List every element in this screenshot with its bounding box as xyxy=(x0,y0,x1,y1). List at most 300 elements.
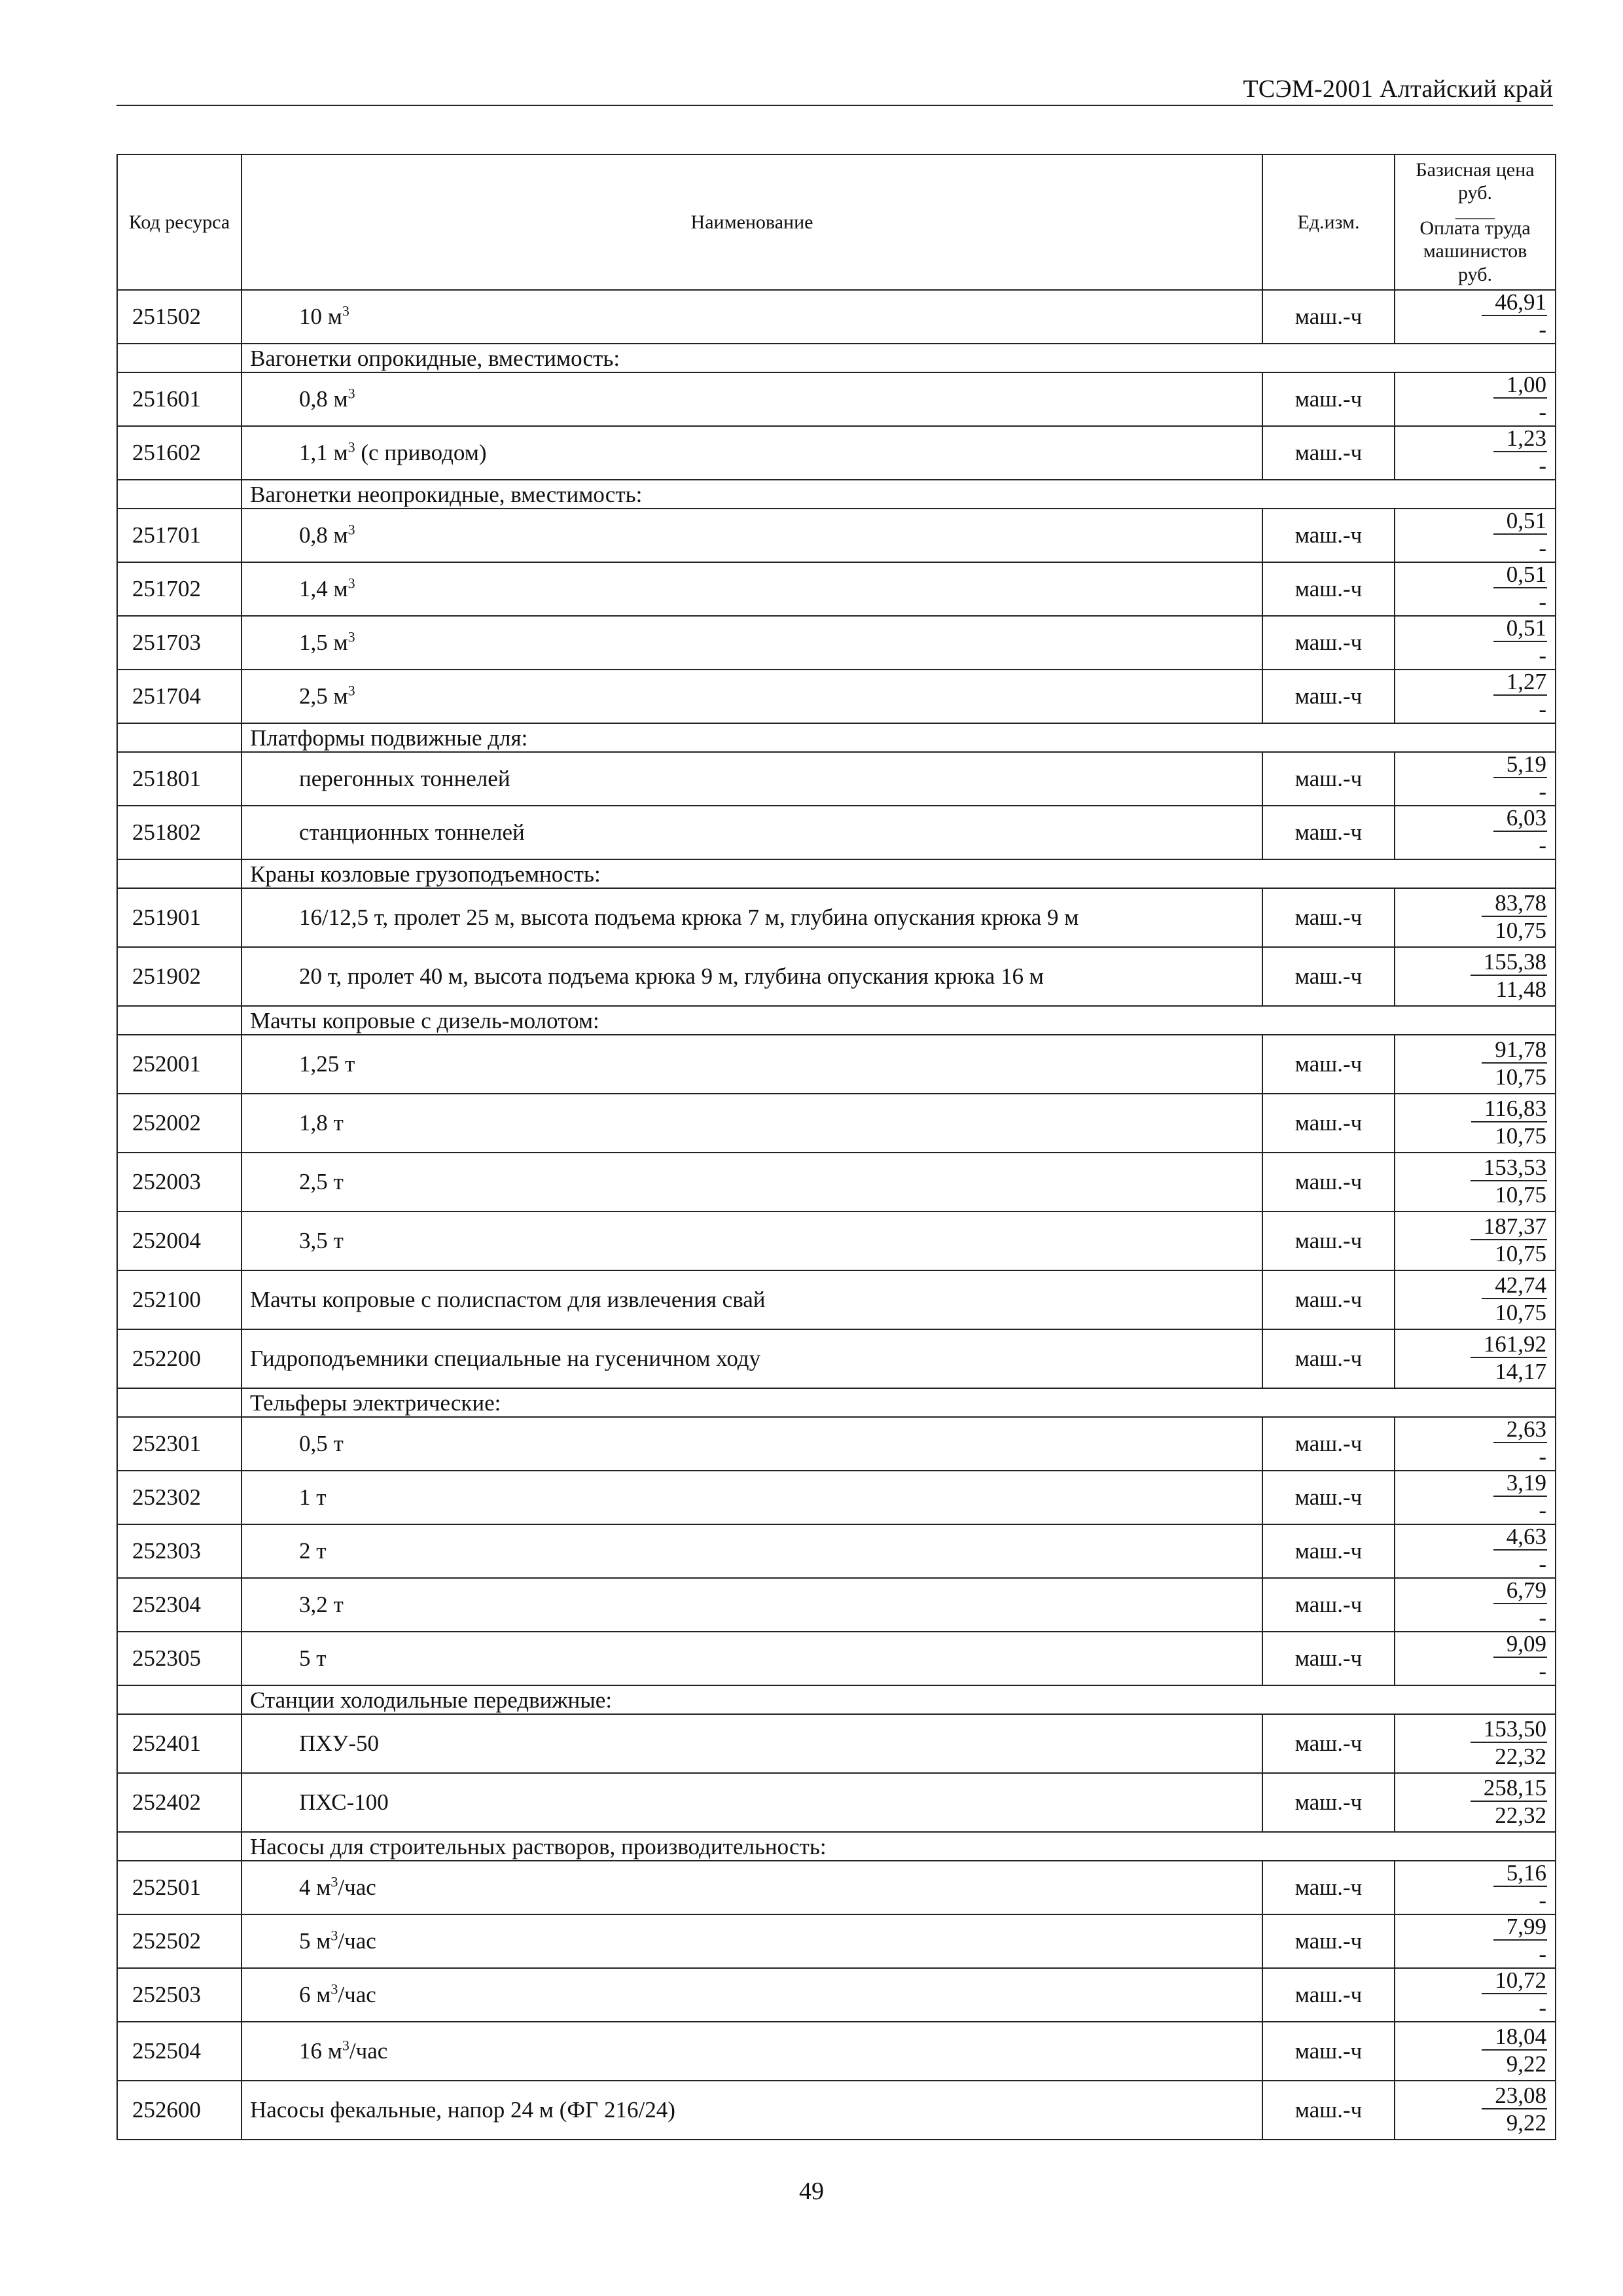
unit-of-measure: маш.-ч xyxy=(1262,1578,1395,1632)
price-fraction xyxy=(1482,291,1547,341)
price-cell xyxy=(1395,562,1556,616)
group-code-cell xyxy=(117,1388,241,1417)
resource-name-suffix: /час xyxy=(349,2038,388,2064)
resource-name: 0,5 т xyxy=(299,1431,344,1456)
resource-name-cell xyxy=(241,1417,1262,1471)
table-row xyxy=(117,290,1556,344)
group-title: Мачты копровые с дизель-молотом: xyxy=(241,1006,1556,1035)
resource-name: 1,8 т xyxy=(299,1110,344,1136)
base-price: 155,38 xyxy=(1471,950,1547,976)
column-header-code: Код ресурса xyxy=(117,154,241,290)
group-row xyxy=(117,1006,1556,1035)
base-price: 23,08 xyxy=(1482,2084,1547,2109)
unit-of-measure: маш.-ч xyxy=(1262,1632,1395,1685)
base-price: 7,99 xyxy=(1493,1915,1547,1941)
base-price: 258,15 xyxy=(1471,1776,1547,1802)
resource-name: 0,8 м xyxy=(299,522,348,548)
unit-of-measure: маш.-ч xyxy=(1262,2081,1395,2140)
page-number: 49 xyxy=(799,2178,824,2205)
resource-name-cell xyxy=(241,290,1262,344)
base-price: 1,23 xyxy=(1493,427,1547,452)
operator-wage: - xyxy=(1539,1444,1546,1469)
resource-name: 6 м xyxy=(299,1982,331,2007)
base-price: 153,53 xyxy=(1471,1156,1547,1181)
price-fraction xyxy=(1493,1632,1547,1683)
group-title: Платформы подвижные для: xyxy=(241,723,1556,752)
resource-code: 252302 xyxy=(117,1471,241,1524)
group-row xyxy=(117,480,1556,509)
price-fraction xyxy=(1471,1776,1547,1827)
price-fraction xyxy=(1471,1156,1547,1206)
price-cell xyxy=(1395,1035,1556,1094)
unit-exponent: 3 xyxy=(348,521,355,538)
group-title: Краны козловые грузоподъемность: xyxy=(241,859,1556,888)
operator-wage: - xyxy=(1539,1888,1546,1913)
operator-wage: - xyxy=(1539,833,1546,858)
resource-name: станционных тоннелей xyxy=(299,819,525,845)
operator-wage: - xyxy=(1539,779,1546,804)
price-cell xyxy=(1395,1632,1556,1685)
price-fraction xyxy=(1493,1471,1547,1522)
price-cell xyxy=(1395,752,1556,806)
operator-wage: - xyxy=(1539,317,1546,342)
resource-code: 252501 xyxy=(117,1861,241,1914)
resource-name-cell xyxy=(241,806,1262,859)
base-price: 1,27 xyxy=(1493,670,1547,696)
price-cell xyxy=(1395,509,1556,562)
unit-exponent: 3 xyxy=(348,628,355,645)
price-cell xyxy=(1395,2022,1556,2081)
resource-name-cell xyxy=(241,1270,1262,1329)
table-row xyxy=(117,1714,1556,1773)
resource-name-cell xyxy=(241,1773,1262,1832)
price-cell xyxy=(1395,670,1556,723)
resource-name-cell xyxy=(241,752,1262,806)
price-cell xyxy=(1395,1524,1556,1578)
group-row xyxy=(117,1685,1556,1714)
operator-wage: - xyxy=(1539,1498,1546,1523)
resource-name-cell xyxy=(241,1035,1262,1094)
resource-name-cell xyxy=(241,426,1262,480)
price-cell xyxy=(1395,290,1556,344)
resource-name-cell xyxy=(241,562,1262,616)
unit-of-measure: маш.-ч xyxy=(1262,1211,1395,1270)
table-row xyxy=(117,1968,1556,2022)
resource-name-cell xyxy=(241,1968,1262,2022)
group-code-cell xyxy=(117,1685,241,1714)
operator-wage: - xyxy=(1539,399,1546,425)
resource-code: 251702 xyxy=(117,562,241,616)
group-title: Вагонетки опрокидные, вместимость: xyxy=(241,344,1556,372)
base-price: 161,92 xyxy=(1471,1333,1547,1358)
price-fraction xyxy=(1482,1274,1547,1324)
column-header-price-labor: Оплата труда машинистов руб. xyxy=(1419,217,1531,285)
resource-code: 251601 xyxy=(117,372,241,426)
price-fraction xyxy=(1493,1861,1547,1912)
unit-of-measure: маш.-ч xyxy=(1262,888,1395,947)
table-row xyxy=(117,372,1556,426)
price-fraction xyxy=(1493,753,1547,803)
resource-price-table xyxy=(116,154,1556,2140)
operator-wage: - xyxy=(1539,1551,1546,1577)
base-price: 187,37 xyxy=(1471,1215,1547,1240)
unit-of-measure: маш.-ч xyxy=(1262,1968,1395,2022)
group-code-cell xyxy=(117,480,241,509)
column-header-name: Наименование xyxy=(241,154,1262,290)
resource-name: Насосы фекальные, напор 24 м (ФГ 216/24) xyxy=(250,2097,675,2123)
operator-wage: 14,17 xyxy=(1495,1359,1546,1384)
resource-name: 3,5 т xyxy=(299,1228,344,1253)
group-title: Станции холодильные передвижные: xyxy=(241,1685,1556,1714)
resource-code: 252503 xyxy=(117,1968,241,2022)
table-row xyxy=(117,1270,1556,1329)
operator-wage: - xyxy=(1539,1995,1546,2020)
group-row xyxy=(117,859,1556,888)
operator-wage: 11,48 xyxy=(1495,977,1546,1002)
resource-name-cell xyxy=(241,1914,1262,1968)
table-row xyxy=(117,1861,1556,1914)
operator-wage: 10,75 xyxy=(1495,1064,1546,1090)
price-cell xyxy=(1395,947,1556,1006)
price-cell xyxy=(1395,1968,1556,2022)
unit-of-measure: маш.-ч xyxy=(1262,616,1395,670)
resource-code: 252402 xyxy=(117,1773,241,1832)
resource-code: 251704 xyxy=(117,670,241,723)
base-price: 9,09 xyxy=(1493,1632,1547,1658)
base-price: 2,63 xyxy=(1493,1418,1547,1443)
base-price: 3,19 xyxy=(1493,1471,1547,1497)
price-fraction xyxy=(1482,1038,1547,1088)
price-fraction xyxy=(1493,1915,1547,1965)
resource-code: 252004 xyxy=(117,1211,241,1270)
operator-wage: - xyxy=(1539,453,1546,478)
unit-of-measure: маш.-ч xyxy=(1262,426,1395,480)
resource-code: 251701 xyxy=(117,509,241,562)
unit-of-measure: маш.-ч xyxy=(1262,670,1395,723)
resource-code: 252401 xyxy=(117,1714,241,1773)
group-title: Насосы для строительных растворов, производительность: xyxy=(241,1832,1556,1861)
base-price: 5,16 xyxy=(1493,1861,1547,1887)
price-cell xyxy=(1395,1153,1556,1211)
resource-name: 16 м xyxy=(299,2038,342,2064)
unit-of-measure: маш.-ч xyxy=(1262,562,1395,616)
operator-wage: - xyxy=(1539,643,1546,668)
resource-code: 252600 xyxy=(117,2081,241,2140)
unit-exponent: 3 xyxy=(342,2037,349,2054)
table-row xyxy=(117,1632,1556,1685)
unit-of-measure: маш.-ч xyxy=(1262,1524,1395,1578)
price-cell xyxy=(1395,1211,1556,1270)
operator-wage: - xyxy=(1539,1941,1546,1967)
resource-name: 2 т xyxy=(299,1538,327,1564)
price-fraction xyxy=(1482,2084,1547,2134)
resource-name: 1,5 м xyxy=(299,630,348,655)
price-cell xyxy=(1395,1094,1556,1153)
table-row xyxy=(117,1211,1556,1270)
resource-name: 1,4 м xyxy=(299,576,348,601)
resource-name: 16/12,5 т, пролет 25 м, высота подъема крюка 7 м, глубина опускания крюка 9 м xyxy=(299,905,1079,930)
price-cell xyxy=(1395,1861,1556,1914)
resource-name-suffix: (с приводом) xyxy=(355,440,487,465)
table-row xyxy=(117,2081,1556,2140)
resource-code: 252303 xyxy=(117,1524,241,1578)
group-row xyxy=(117,1388,1556,1417)
resource-code: 252200 xyxy=(117,1329,241,1388)
resource-name-cell xyxy=(241,1211,1262,1270)
operator-wage: 10,75 xyxy=(1495,1300,1546,1325)
resource-name: 2,5 м xyxy=(299,683,348,709)
operator-wage: - xyxy=(1539,535,1546,561)
resource-code: 252305 xyxy=(117,1632,241,1685)
unit-of-measure: маш.-ч xyxy=(1262,1773,1395,1832)
resource-name: 20 т, пролет 40 м, высота подъема крюка 9 м, глубина опускания крюка 16 м xyxy=(299,963,1044,989)
resource-name-cell xyxy=(241,1632,1262,1685)
price-cell xyxy=(1395,888,1556,947)
unit-exponent: 3 xyxy=(330,1981,338,1998)
resource-name-cell xyxy=(241,509,1262,562)
group-row xyxy=(117,723,1556,752)
unit-exponent: 3 xyxy=(348,682,355,699)
resource-name-cell xyxy=(241,1524,1262,1578)
group-code-cell xyxy=(117,344,241,372)
resource-name-cell xyxy=(241,1714,1262,1773)
resource-name-cell xyxy=(241,1153,1262,1211)
unit-exponent: 3 xyxy=(342,302,349,319)
price-fraction xyxy=(1471,950,1547,1001)
resource-code: 252003 xyxy=(117,1153,241,1211)
base-price: 91,78 xyxy=(1482,1038,1547,1064)
unit-of-measure: маш.-ч xyxy=(1262,1035,1395,1094)
operator-wage: 22,32 xyxy=(1495,1803,1546,1828)
price-cell xyxy=(1395,1270,1556,1329)
table-row xyxy=(117,1094,1556,1153)
resource-code: 252304 xyxy=(117,1578,241,1632)
resource-name-suffix: /час xyxy=(338,1928,376,1954)
unit-of-measure: маш.-ч xyxy=(1262,290,1395,344)
base-price: 18,04 xyxy=(1482,2025,1547,2051)
column-header-price-base: Базисная цена руб. xyxy=(1416,159,1535,204)
resource-name-cell xyxy=(241,2081,1262,2140)
operator-wage: - xyxy=(1539,1659,1546,1684)
base-price: 116,83 xyxy=(1471,1097,1547,1122)
operator-wage: - xyxy=(1539,1605,1546,1630)
base-price: 0,51 xyxy=(1493,617,1547,642)
resource-name: 0,8 м xyxy=(299,386,348,412)
price-cell xyxy=(1395,1578,1556,1632)
table-row xyxy=(117,426,1556,480)
price-fraction xyxy=(1493,1579,1547,1629)
table-row xyxy=(117,1417,1556,1471)
resource-code: 251802 xyxy=(117,806,241,859)
resource-code: 251801 xyxy=(117,752,241,806)
group-title: Вагонетки неопрокидные, вместимость: xyxy=(241,480,1556,509)
resource-name: 10 м xyxy=(299,304,342,329)
unit-of-measure: маш.-ч xyxy=(1262,1861,1395,1914)
table-row xyxy=(117,1153,1556,1211)
group-code-cell xyxy=(117,723,241,752)
unit-exponent: 3 xyxy=(330,1873,338,1890)
table-row xyxy=(117,1578,1556,1632)
price-fraction xyxy=(1493,806,1547,857)
operator-wage: 10,75 xyxy=(1495,1182,1546,1208)
resource-name-cell xyxy=(241,1471,1262,1524)
resource-name-cell xyxy=(241,2022,1262,2081)
price-cell xyxy=(1395,1714,1556,1773)
unit-of-measure: маш.-ч xyxy=(1262,372,1395,426)
table-row xyxy=(117,1329,1556,1388)
resource-code: 252301 xyxy=(117,1417,241,1471)
table-row xyxy=(117,1035,1556,1094)
unit-exponent: 3 xyxy=(348,575,355,592)
resource-code: 251902 xyxy=(117,947,241,1006)
base-price: 6,03 xyxy=(1493,806,1547,832)
price-cell xyxy=(1395,1417,1556,1471)
page-header xyxy=(116,71,1553,106)
resource-name-cell xyxy=(241,1329,1262,1388)
table-row xyxy=(117,1524,1556,1578)
operator-wage: 10,75 xyxy=(1495,918,1546,943)
operator-wage: 22,32 xyxy=(1495,1744,1546,1769)
resource-name: 1,1 м xyxy=(299,440,348,465)
resource-name-suffix: /час xyxy=(338,1982,376,2007)
price-fraction xyxy=(1471,1333,1547,1383)
resource-name: ПХУ-50 xyxy=(299,1731,379,1756)
resource-name: 4 м xyxy=(299,1874,331,1900)
resource-name: 5 т xyxy=(299,1645,327,1671)
group-code-cell xyxy=(117,1006,241,1035)
resource-code: 252502 xyxy=(117,1914,241,1968)
table-row xyxy=(117,752,1556,806)
unit-of-measure: маш.-ч xyxy=(1262,752,1395,806)
resource-name: Гидроподъемники специальные на гусеничном ходу xyxy=(250,1346,761,1371)
resource-name-cell xyxy=(241,616,1262,670)
table-row xyxy=(117,2022,1556,2081)
price-fraction xyxy=(1482,1969,1547,2019)
unit-of-measure: маш.-ч xyxy=(1262,1270,1395,1329)
resource-name-cell xyxy=(241,1578,1262,1632)
price-cell xyxy=(1395,616,1556,670)
base-price: 5,19 xyxy=(1493,753,1547,778)
base-price: 0,51 xyxy=(1493,563,1547,588)
resource-name: 5 м xyxy=(299,1928,331,1954)
price-fraction xyxy=(1493,617,1547,667)
unit-of-measure: маш.-ч xyxy=(1262,1329,1395,1388)
unit-exponent: 3 xyxy=(330,1927,338,1944)
base-price: 6,79 xyxy=(1493,1579,1547,1604)
table-header-row xyxy=(117,154,1556,290)
price-cell xyxy=(1395,426,1556,480)
price-fraction xyxy=(1493,670,1547,721)
resource-name: перегонных тоннелей xyxy=(299,766,510,791)
unit-of-measure: маш.-ч xyxy=(1262,1417,1395,1471)
group-title: Тельферы электрические: xyxy=(241,1388,1556,1417)
resource-name: 3,2 т xyxy=(299,1592,344,1617)
column-header-price xyxy=(1395,154,1556,290)
price-fraction xyxy=(1493,427,1547,477)
unit-exponent: 3 xyxy=(348,439,355,456)
table-body xyxy=(117,290,1556,2140)
resource-name-cell xyxy=(241,947,1262,1006)
resource-name: 2,5 т xyxy=(299,1169,344,1194)
resource-name-suffix: /час xyxy=(338,1874,376,1900)
table-row xyxy=(117,1914,1556,1968)
price-fraction xyxy=(1471,1717,1547,1768)
operator-wage: 9,22 xyxy=(1506,2110,1546,2136)
resource-name-cell xyxy=(241,372,1262,426)
operator-wage: - xyxy=(1539,589,1546,615)
resource-name: ПХС-100 xyxy=(299,1789,389,1815)
base-price: 46,91 xyxy=(1482,291,1547,316)
unit-of-measure: маш.-ч xyxy=(1262,1153,1395,1211)
unit-of-measure: маш.-ч xyxy=(1262,509,1395,562)
price-cell xyxy=(1395,372,1556,426)
unit-of-measure: маш.-ч xyxy=(1262,947,1395,1006)
table-row xyxy=(117,562,1556,616)
group-row xyxy=(117,1832,1556,1861)
resource-name-cell xyxy=(241,670,1262,723)
column-header-price-separator: ____ xyxy=(1455,199,1495,221)
header-title: ТСЭМ-2001 Алтайский край xyxy=(1243,75,1553,103)
resource-code: 251502 xyxy=(117,290,241,344)
column-header-unit: Ед.изм. xyxy=(1262,154,1395,290)
resource-name: Мачты копровые с полиспастом для извлечения свай xyxy=(250,1287,766,1312)
group-code-cell xyxy=(117,1832,241,1861)
price-cell xyxy=(1395,1329,1556,1388)
table-row xyxy=(117,947,1556,1006)
price-fraction xyxy=(1471,1215,1547,1265)
table-row xyxy=(117,1773,1556,1832)
price-cell xyxy=(1395,1773,1556,1832)
table-row xyxy=(117,670,1556,723)
base-price: 0,51 xyxy=(1493,509,1547,535)
resource-name-cell xyxy=(241,1861,1262,1914)
resource-name-cell xyxy=(241,888,1262,947)
unit-of-measure: маш.-ч xyxy=(1262,1471,1395,1524)
price-fraction xyxy=(1493,563,1547,613)
resource-code: 252504 xyxy=(117,2022,241,2081)
table-row xyxy=(117,616,1556,670)
table-row xyxy=(117,1471,1556,1524)
price-fraction xyxy=(1482,2025,1547,2075)
price-cell xyxy=(1395,806,1556,859)
operator-wage: 9,22 xyxy=(1506,2051,1546,2077)
table-row xyxy=(117,888,1556,947)
group-row xyxy=(117,344,1556,372)
resource-name-cell xyxy=(241,1094,1262,1153)
unit-of-measure: маш.-ч xyxy=(1262,806,1395,859)
resource-code: 252001 xyxy=(117,1035,241,1094)
price-cell xyxy=(1395,2081,1556,2140)
price-fraction xyxy=(1493,373,1547,423)
price-fraction xyxy=(1482,891,1547,942)
base-price: 1,00 xyxy=(1493,373,1547,399)
price-fraction xyxy=(1493,509,1547,560)
unit-of-measure: маш.-ч xyxy=(1262,1714,1395,1773)
unit-of-measure: маш.-ч xyxy=(1262,1914,1395,1968)
base-price: 10,72 xyxy=(1482,1969,1547,1994)
table-row xyxy=(117,806,1556,859)
resource-code: 251901 xyxy=(117,888,241,947)
operator-wage: - xyxy=(1539,696,1546,722)
price-fraction xyxy=(1493,1418,1547,1468)
resource-code: 252002 xyxy=(117,1094,241,1153)
base-price: 42,74 xyxy=(1482,1274,1547,1299)
resource-code: 251703 xyxy=(117,616,241,670)
price-fraction xyxy=(1471,1097,1547,1147)
unit-of-measure: маш.-ч xyxy=(1262,1094,1395,1153)
unit-exponent: 3 xyxy=(348,385,355,402)
operator-wage: 10,75 xyxy=(1495,1123,1546,1149)
